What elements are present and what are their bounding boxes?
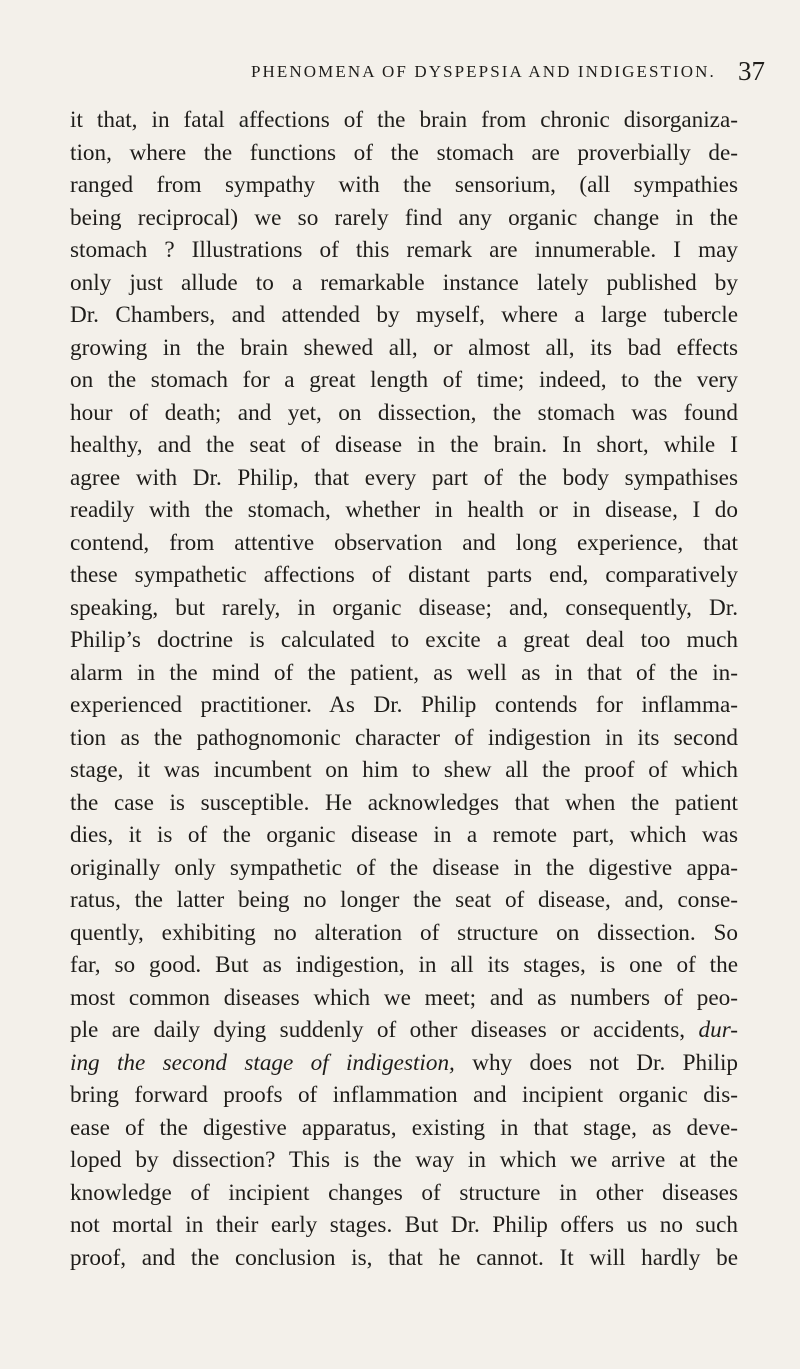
text-line: knowledge of incipient changes of structure in other diseases: [70, 1179, 738, 1206]
text-line: originally only sympathetic of the disease in the digestive appa-: [70, 854, 738, 881]
text-line-with-italic: [70, 1014, 738, 1047]
page-number: 37: [738, 56, 765, 86]
text-line: experienced practitioner. As Dr. Philip contends for inflamma-: [70, 692, 738, 718]
text-line: dies, it is of the organic disease in a remote part, which was: [70, 822, 738, 848]
text-line: tion as the pathognomonic character of indigestion in its second: [70, 724, 738, 751]
text-line: these sympathetic affections of distant parts end, comparatively: [70, 562, 738, 588]
text-line: it that, in fatal affections of the brain from chronic disorganiza-: [70, 107, 738, 133]
body-text: [70, 104, 738, 1274]
text-line: quently, exhibiting no alteration of structure on dissection. So: [70, 919, 738, 946]
text-line: being reciprocal) we so rarely find any organic change in the: [70, 204, 738, 231]
text-fragment: ple are daily dying suddenly of other diseases or accidents,: [70, 1017, 686, 1043]
text-line: stomach ? Illustrations of this remark are innumerable. I may: [70, 237, 738, 263]
text-line: tion, where the functions of the stomach are proverbially de-: [70, 139, 738, 166]
text-line: speaking, but rarely, in organic disease; and, consequently, Dr.: [70, 594, 738, 621]
text-line: ratus, the latter being no longer the seat of disease, and, conse-: [70, 887, 738, 913]
text-line: Philip’s doctrine is calculated to excite a great deal too much: [70, 627, 738, 653]
text-line: hour of death; and yet, on dissection, the stomach was found: [70, 399, 738, 426]
text-line: healthy, and the seat of disease in the brain. In short, while I: [70, 432, 738, 458]
text-line: bring forward proofs of inflammation and incipient organic dis-: [70, 1082, 738, 1108]
text-line: loped by dissection? This is the way in which we arrive at the: [70, 1147, 738, 1173]
text-line: alarm in the mind of the patient, as well as in that of the in-: [70, 659, 738, 686]
text-line: proof, and the conclusion is, that he cannot. It will hardly be: [70, 1244, 738, 1271]
text-line: contend, from attentive observation and long experience, that: [70, 529, 738, 556]
text-line: most common diseases which we meet; and as numbers of peo-: [70, 984, 738, 1011]
running-title: PHENOMENA OF DYSPEPSIA AND INDIGESTION.: [251, 62, 716, 81]
text-line: the case is susceptible. He acknowledges that when the patient: [70, 789, 738, 816]
text-line: stage, it was incumbent on him to shew all the proof of which: [70, 757, 738, 783]
italic-fragment: ing the second stage of indigestion,: [70, 1049, 455, 1076]
text-line: not mortal in their early stages. But Dr. Philip offers us no such: [70, 1212, 738, 1238]
text-line: agree with Dr. Philip, that every part of the body sympathises: [70, 464, 738, 491]
running-head: [0, 56, 800, 92]
text-line: ease of the digestive apparatus, existing in that stage, as deve-: [70, 1114, 738, 1141]
text-line: Dr. Chambers, and attended by myself, where a large tubercle: [70, 302, 738, 328]
text-line: only just allude to a remarkable instance lately published by: [70, 269, 738, 296]
text-fragment: why does not Dr. Philip: [472, 1049, 738, 1076]
text-line: readily with the stomach, whether in health or in disease, I do: [70, 497, 738, 523]
text-line: on the stomach for a great length of time; indeed, to the very: [70, 367, 738, 393]
italic-fragment: dur-: [698, 1017, 738, 1043]
text-line: far, so good. But as indigestion, in all its stages, is one of the: [70, 952, 738, 978]
text-line: growing in the brain shewed all, or almost all, its bad effects: [70, 334, 738, 361]
text-line-with-italic: [70, 1047, 738, 1080]
text-line: ranged from sympathy with the sensorium, (all sympathies: [70, 172, 738, 198]
